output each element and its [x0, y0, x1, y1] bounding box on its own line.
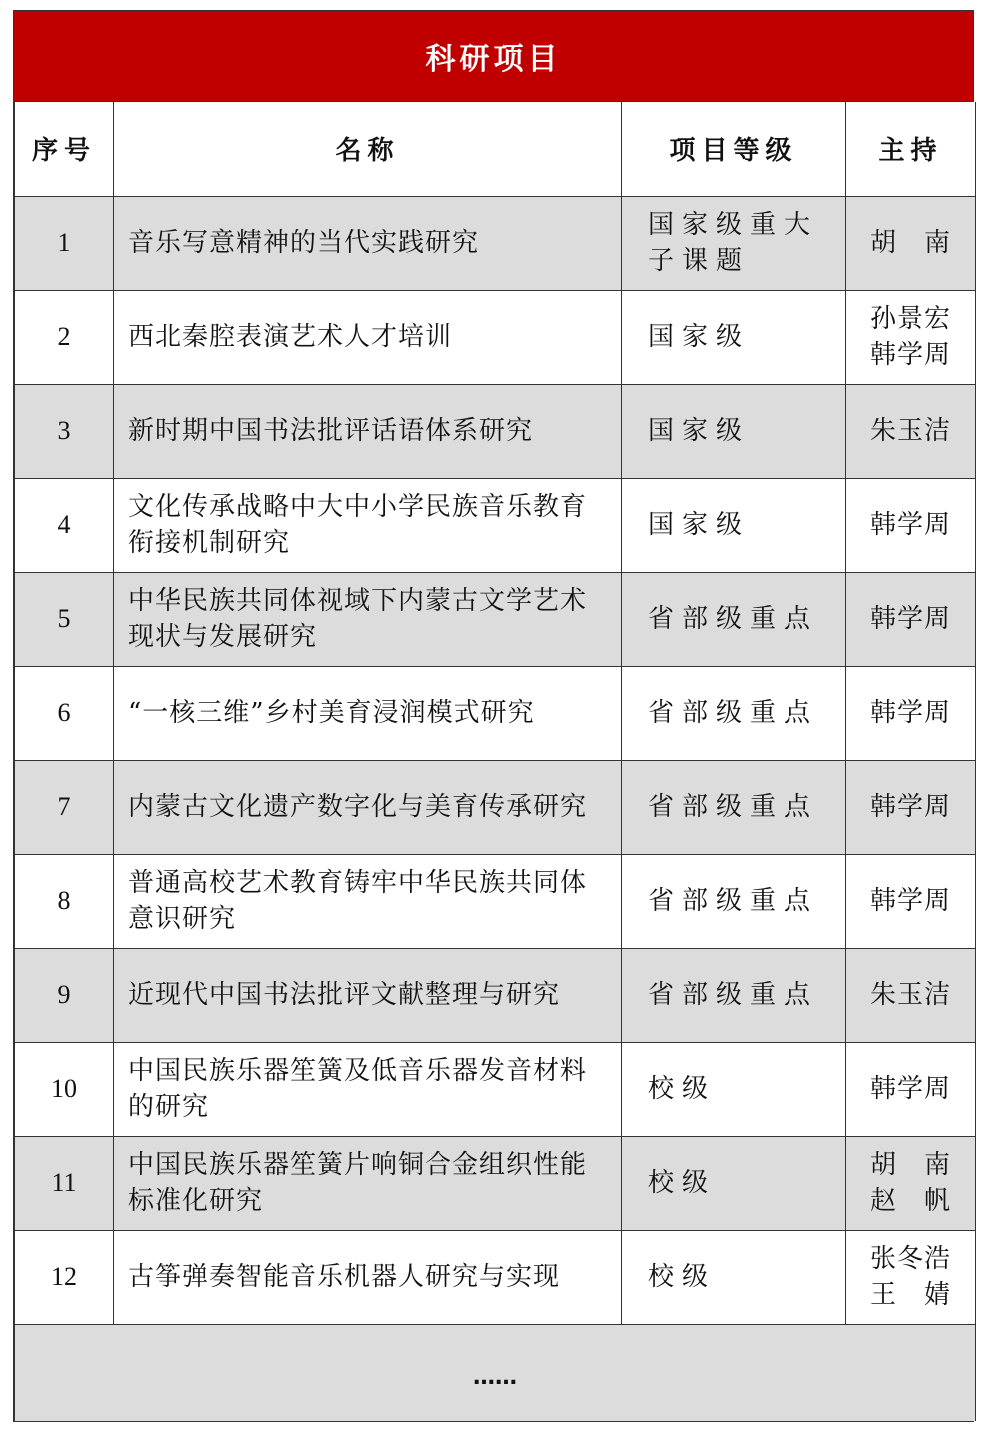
project-name: 西北秦腔表演艺术人才培训: [114, 290, 622, 384]
project-level: 国家级: [622, 478, 846, 572]
host-person: 朱玉洁: [869, 980, 951, 1010]
table-row: [15, 1230, 976, 1324]
header-index: 序号: [15, 102, 114, 196]
table-row: [15, 196, 976, 290]
host-person: 韩学周: [869, 340, 951, 370]
project-level: 省部级重点: [622, 572, 846, 666]
host-person: 孙景宏: [869, 304, 951, 334]
host-person: 朱玉洁: [869, 416, 951, 446]
row-index: 9: [15, 948, 114, 1042]
host-person: 韩学周: [869, 698, 951, 728]
project-level: 省部级重点: [622, 854, 846, 948]
host-person: 王 婧: [869, 1280, 951, 1310]
table-row: [15, 666, 976, 760]
research-projects-table-container: [13, 10, 974, 1422]
project-host: [846, 854, 976, 948]
project-level: 省部级重点: [622, 666, 846, 760]
project-host: [846, 478, 976, 572]
project-host: [846, 290, 976, 384]
table-row: [15, 948, 976, 1042]
row-index: 3: [15, 384, 114, 478]
project-name: 近现代中国书法批评文献整理与研究: [114, 948, 622, 1042]
project-level: 校级: [622, 1230, 846, 1324]
project-level: 省部级重点: [622, 948, 846, 1042]
row-index: 1: [15, 196, 114, 290]
project-host: [846, 572, 976, 666]
project-level: 国家级: [622, 384, 846, 478]
project-name: “一核三维”乡村美育浸润模式研究: [114, 666, 622, 760]
table-title: 科研项目: [14, 11, 973, 102]
project-level: 校级: [622, 1136, 846, 1230]
row-index: 11: [15, 1136, 114, 1230]
host-person: 韩学周: [869, 886, 951, 916]
host-person: 韩学周: [869, 604, 951, 634]
host-person: 胡 南: [869, 228, 951, 258]
table-row: [15, 572, 976, 666]
project-host: [846, 1230, 976, 1324]
project-host: [846, 760, 976, 854]
project-host: [846, 1042, 976, 1136]
project-level: 国家级: [622, 290, 846, 384]
table-row: [15, 1136, 976, 1230]
table-row: [15, 854, 976, 948]
row-index: 6: [15, 666, 114, 760]
project-name: 中国民族乐器笙簧片响铜合金组织性能标准化研究: [114, 1136, 622, 1230]
project-name: 新时期中国书法批评话语体系研究: [114, 384, 622, 478]
project-host: [846, 948, 976, 1042]
project-name: 古筝弹奏智能音乐机器人研究与实现: [114, 1230, 622, 1324]
host-person: 胡 南: [869, 1150, 951, 1180]
header-row: [15, 102, 976, 196]
row-index: 12: [15, 1230, 114, 1324]
table-row: [15, 1042, 976, 1136]
project-level: 国家级重大子课题: [622, 196, 846, 290]
row-index: 5: [15, 572, 114, 666]
more-ellipsis: ……: [15, 1324, 976, 1421]
project-host: [846, 384, 976, 478]
project-level: 省部级重点: [622, 760, 846, 854]
host-person: 韩学周: [869, 1074, 951, 1104]
host-person: 韩学周: [869, 510, 951, 540]
project-host: [846, 196, 976, 290]
project-host: [846, 666, 976, 760]
project-host: [846, 1136, 976, 1230]
more-row: [15, 1324, 976, 1421]
row-index: 2: [15, 290, 114, 384]
row-index: 4: [15, 478, 114, 572]
project-name: 中华民族共同体视域下内蒙古文学艺术现状与发展研究: [114, 572, 622, 666]
row-index: 7: [15, 760, 114, 854]
project-name: 普通高校艺术教育铸牢中华民族共同体意识研究: [114, 854, 622, 948]
table-body: [15, 196, 976, 1324]
table-row: [15, 760, 976, 854]
project-name: 内蒙古文化遗产数字化与美育传承研究: [114, 760, 622, 854]
header-host: 主持: [846, 102, 976, 196]
project-name: 中国民族乐器笙簧及低音乐器发音材料的研究: [114, 1042, 622, 1136]
host-person: 赵 帆: [869, 1186, 951, 1216]
table-row: [15, 478, 976, 572]
project-name: 音乐写意精神的当代实践研究: [114, 196, 622, 290]
projects-table: [14, 102, 976, 1421]
project-level: 校级: [622, 1042, 846, 1136]
table-row: [15, 290, 976, 384]
table-row: [15, 384, 976, 478]
header-name: 名称: [114, 102, 622, 196]
row-index: 10: [15, 1042, 114, 1136]
row-index: 8: [15, 854, 114, 948]
header-level: 项目等级: [622, 102, 846, 196]
host-person: 韩学周: [869, 792, 951, 822]
host-person: 张冬浩: [869, 1244, 951, 1274]
project-name: 文化传承战略中大中小学民族音乐教育衔接机制研究: [114, 478, 622, 572]
